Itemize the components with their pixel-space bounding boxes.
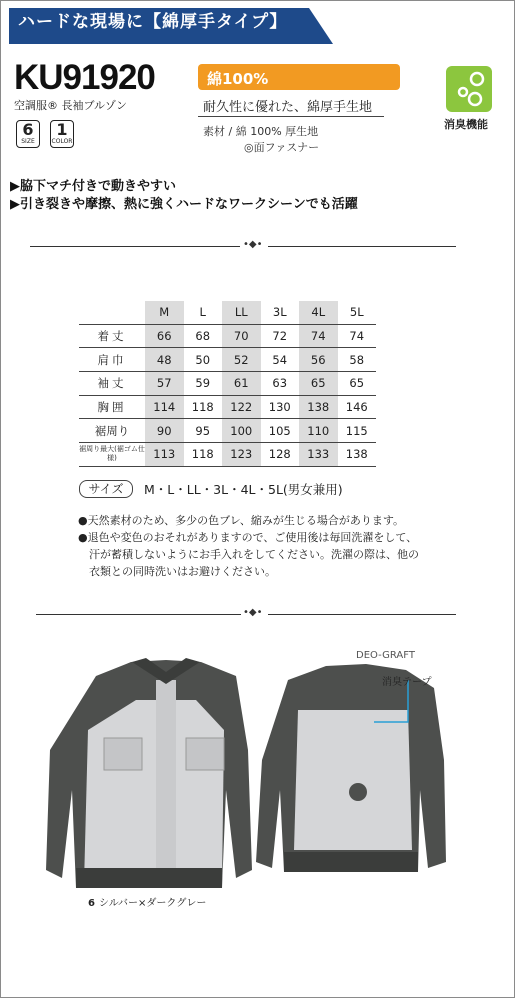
size-table <box>79 301 376 467</box>
size-count-label: SIZE <box>21 138 35 145</box>
material-headline: 綿100% <box>207 70 269 88</box>
table-cell: 123 <box>222 443 261 467</box>
size-label-box: サイズ <box>79 480 133 498</box>
table-cell: 54 <box>261 348 300 372</box>
row-label: 袖丈 <box>79 372 145 396</box>
table-cell: 56 <box>299 348 338 372</box>
table-row <box>79 372 376 396</box>
color-number: 6 <box>88 898 95 909</box>
table-cell: 74 <box>338 324 377 348</box>
table-row <box>79 395 376 419</box>
table-cell: 115 <box>338 419 377 443</box>
table-row <box>79 348 376 372</box>
product-code: KU91920 <box>14 58 155 97</box>
feature-bullet: ▶引き裂きや摩擦、熱に強くハードなワークシーンでも活躍 <box>10 197 358 212</box>
table-cell: 113 <box>145 443 184 467</box>
product-description: 空調服® 長袖ブルゾン <box>14 99 128 112</box>
row-label: 胸囲 <box>79 395 145 419</box>
size-header: LL <box>222 301 261 324</box>
table-cell: 118 <box>184 443 223 467</box>
size-header: 5L <box>349 305 364 320</box>
deo-graft-logo: DEO-GRAFT <box>356 650 415 661</box>
table-cell: 65 <box>338 372 377 396</box>
care-note: 衣類との同時洗いはお避けください。 <box>89 565 276 578</box>
table-cell: 59 <box>184 372 223 396</box>
table-cell: 110 <box>299 419 338 443</box>
divider-ornament: •◆• <box>243 239 263 250</box>
table-cell: 90 <box>145 419 184 443</box>
section-divider <box>30 246 240 247</box>
table-cell: 70 <box>222 324 261 348</box>
triangle-bullet-icon: ▶ <box>10 179 20 194</box>
feature-bullet: ▶脇下マチ付きで動きやすい <box>10 179 177 194</box>
size-list: M・L・LL・3L・4L・5L(男女兼用) <box>144 482 343 497</box>
table-row <box>79 419 376 443</box>
care-note: 汗が蓄積しないようにお手入れをしてください。洗濯の際は、他の <box>89 548 419 561</box>
size-header: 3L <box>272 305 287 320</box>
table-cell: 105 <box>261 419 300 443</box>
size-header: 4L <box>299 301 338 324</box>
jacket-front <box>46 658 252 888</box>
material-headline-bar <box>198 64 400 90</box>
table-cell: 133 <box>299 443 338 467</box>
fastener-note: ◎面ファスナー <box>244 141 320 154</box>
divider-ornament: •◆• <box>243 607 263 618</box>
table-cell: 61 <box>222 372 261 396</box>
table-cell: 57 <box>145 372 184 396</box>
deodorant-tape-label: 消臭テープ <box>382 677 432 688</box>
table-cell: 68 <box>184 324 223 348</box>
section-divider <box>268 246 456 247</box>
table-cell: 63 <box>261 372 300 396</box>
jacket-back <box>256 664 446 872</box>
row-label: 裾周り <box>79 419 145 443</box>
table-cell: 138 <box>338 443 377 467</box>
size-header: L <box>199 305 206 320</box>
row-label: 肩巾 <box>79 348 145 372</box>
table-cell: 138 <box>299 395 338 419</box>
table-cell: 128 <box>261 443 300 467</box>
table-cell: 52 <box>222 348 261 372</box>
care-note: ●天然素材のため、多少の色ブレ、縮みが生じる場合があります。 <box>78 514 404 527</box>
row-label: 裾周り最大(裾ゴム仕様) <box>79 443 145 467</box>
table-cell: 66 <box>145 324 184 348</box>
table-cell: 130 <box>261 395 300 419</box>
bubbles-icon <box>446 66 492 112</box>
table-cell: 146 <box>338 395 377 419</box>
color-count: 1 <box>56 120 68 139</box>
size-header-row <box>79 301 376 324</box>
table-cell: 48 <box>145 348 184 372</box>
triangle-bullet-icon: ▶ <box>10 197 20 212</box>
table-cell: 122 <box>222 395 261 419</box>
banner-title: ハードな現場に【綿厚手タイプ】 <box>18 12 288 32</box>
color-count-badge <box>50 120 74 148</box>
table-cell: 50 <box>184 348 223 372</box>
table-row <box>79 324 376 348</box>
deodorant-icon <box>446 66 492 112</box>
table-row <box>79 443 376 467</box>
table-cell: 58 <box>338 348 377 372</box>
deodorant-label: 消臭機能 <box>444 118 488 131</box>
table-cell: 100 <box>222 419 261 443</box>
table-cell: 74 <box>299 324 338 348</box>
row-label: 着丈 <box>79 324 145 348</box>
size-count-badge <box>16 120 40 148</box>
material-feature: 耐久性に優れた、綿厚手生地 <box>203 100 373 115</box>
section-divider <box>36 614 241 615</box>
size-count: 6 <box>22 120 34 139</box>
size-header: M <box>145 301 184 324</box>
table-cell: 118 <box>184 395 223 419</box>
feature-underline <box>198 116 384 117</box>
section-divider <box>268 614 456 615</box>
color-caption <box>88 894 206 909</box>
material-composition: 素材 / 綿 100% 厚生地 <box>203 125 319 138</box>
color-count-label: COLOR <box>51 138 73 145</box>
table-cell: 95 <box>184 419 223 443</box>
table-cell: 65 <box>299 372 338 396</box>
table-cell: 114 <box>145 395 184 419</box>
table-cell: 72 <box>261 324 300 348</box>
care-note: ●退色や変色のおそれがありますので、ご使用後は毎回洗濯をして、 <box>78 531 418 544</box>
color-name: シルバー×ダークグレー <box>98 898 207 909</box>
